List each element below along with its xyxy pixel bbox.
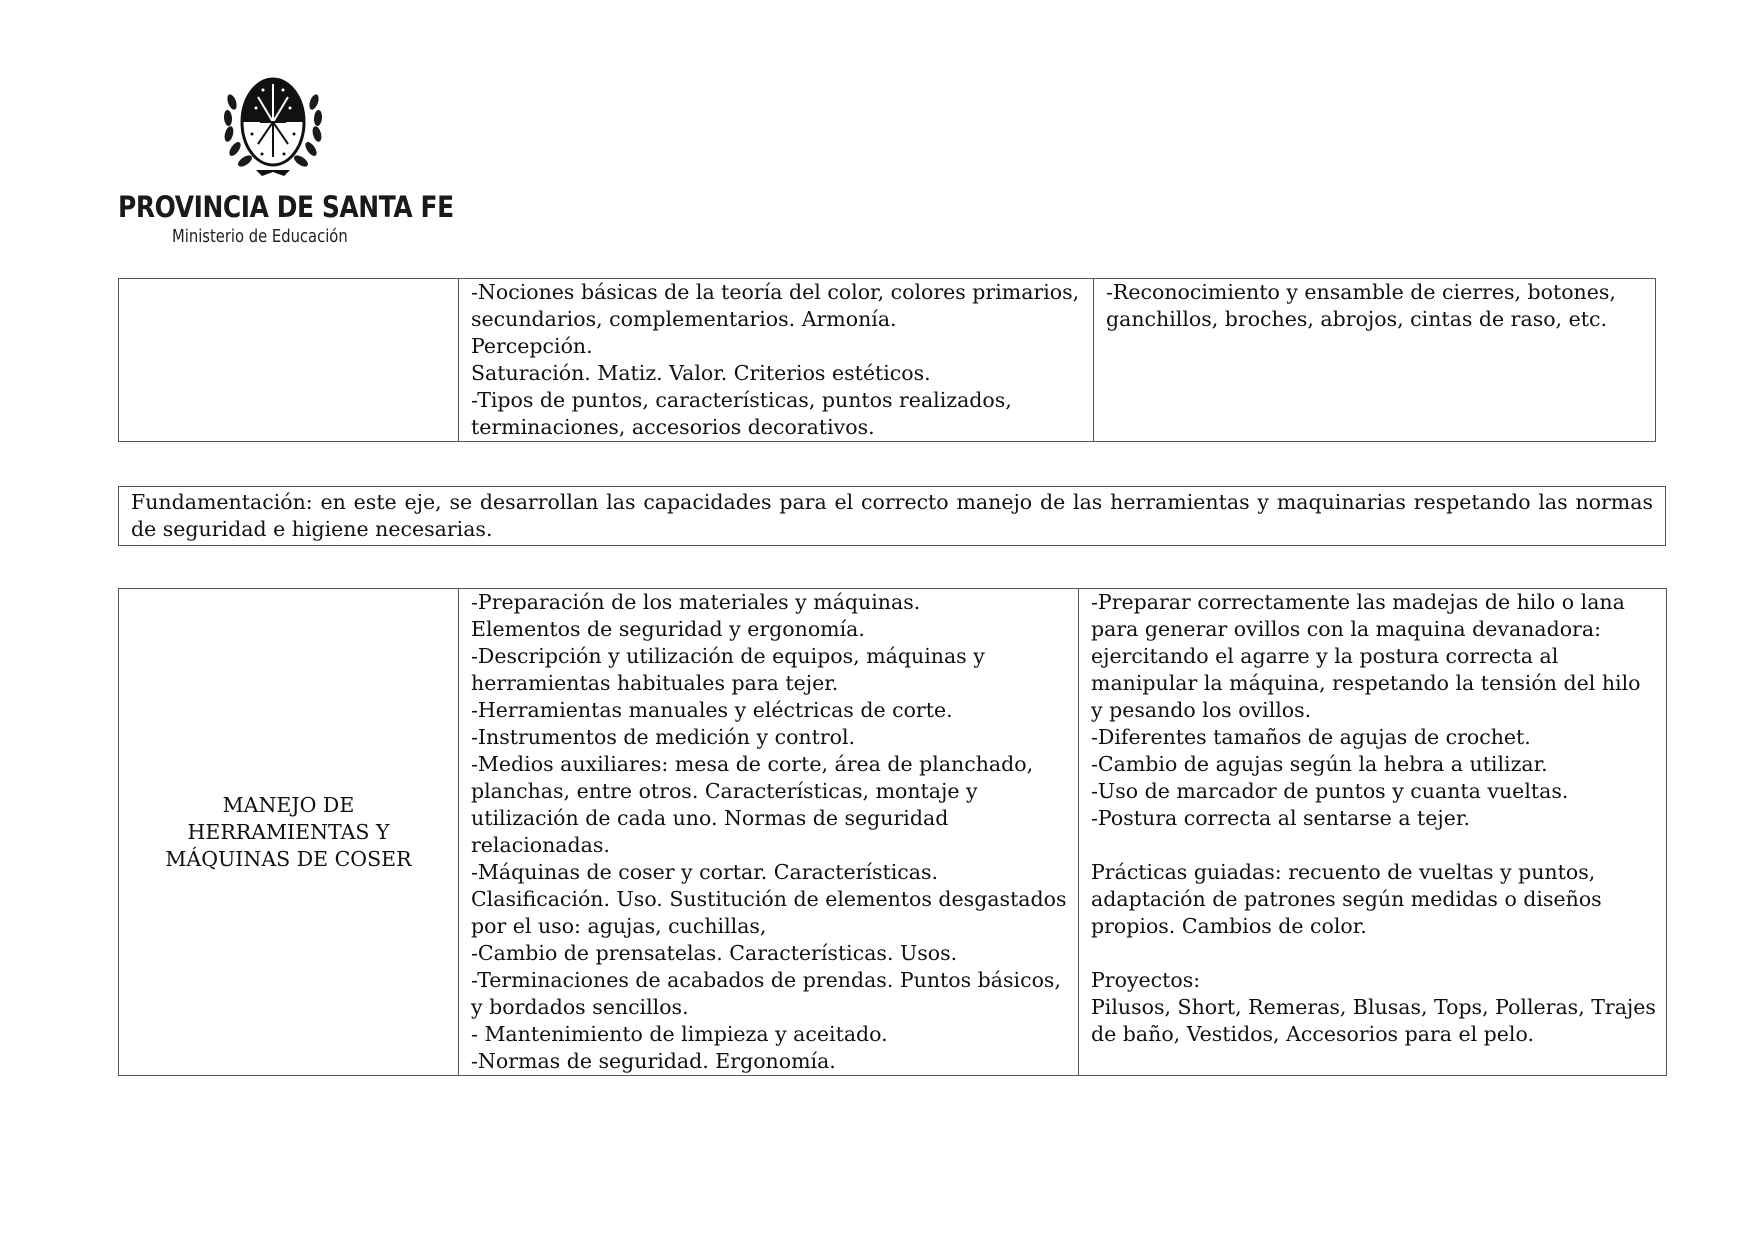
province-name: PROVINCIA DE SANTA FE — [118, 190, 454, 224]
fundamentacion-box — [118, 486, 1666, 546]
herramientas-maquinas-table — [118, 588, 1667, 1076]
ministry-name: Ministerio de Educación — [172, 226, 348, 247]
practices-cell: -Reconocimiento y ensamble de cierres, botones, ganchillos, broches, abrojos, cintas de raso, etc. — [1094, 279, 1656, 442]
table-row — [119, 279, 1656, 442]
table-row — [119, 589, 1667, 1076]
fundamentacion-text: Fundamentación: en este eje, se desarrollan las capacidades para el correcto manejo de las herramientas y maquinarias respetando las normas de seguridad e higiene necesarias. — [119, 487, 1666, 546]
contents-cell: -Nociones básicas de la teoría del color, colores primarios, secundarios, complementarios. Armonía. Percepción. Saturación. Matiz. Valor. Criterios estéticos. -Tipos de puntos, características, puntos realizados, terminaciones, accesorios decorativos. — [459, 279, 1094, 442]
santa-fe-coat-of-arms-icon — [218, 72, 328, 184]
practices-cell: -Preparar correctamente las madejas de hilo o lana para generar ovillos con la maquina devanadora: ejercitando el agarre y la postura correcta al manipular la máquina, respetando la tensión del hilo y pesando los ovillos. -Diferentes tamaños de agujas de crochet. -Cambio de agujas según la hebra a utilizar. -Uso de marcador de puntos y cuanta vueltas. -Postura correcta al sentarse a tejer. Prácticas guiadas: recuento de vueltas y puntos, adaptación de patrones según medidas o diseños propios. Cambios de color. Proyectos: Pilusos, Short, Remeras, Blusas, Tops, Polleras, Trajes de baño, Vestidos, Accesorios para el pelo. — [1079, 589, 1667, 1076]
contents-cell: -Preparación de los materiales y máquinas. Elementos de seguridad y ergonomía. -Descripción y utilización de equipos, máquinas y herramientas habituales para tejer. -Herramientas manuales y eléctricas de corte. -Instrumentos de medición y control. -Medios auxiliares: mesa de corte, área de planchado, planchas, entre otros. Características, montaje y utilización de cada uno. Normas de seguridad relacionadas. -Máquinas de coser y cortar. Características. Clasificación. Uso. Sustitución de elementos desgastados por el uso: agujas, cuchillas, -Cambio de prensatelas. Características. Usos. -Terminaciones de acabados de prendas. Puntos básicos, y bordados sencillos. - Mantenimiento de limpieza y aceitado. -Normas de seguridad. Ergonomía. — [459, 589, 1079, 1076]
axis-cell — [119, 279, 459, 442]
axis-cell: MANEJO DE HERRAMIENTAS Y MÁQUINAS DE COSER — [119, 589, 459, 1076]
ministry-logo — [118, 72, 454, 252]
contents-table-continued — [118, 278, 1656, 442]
table-row — [119, 487, 1666, 546]
